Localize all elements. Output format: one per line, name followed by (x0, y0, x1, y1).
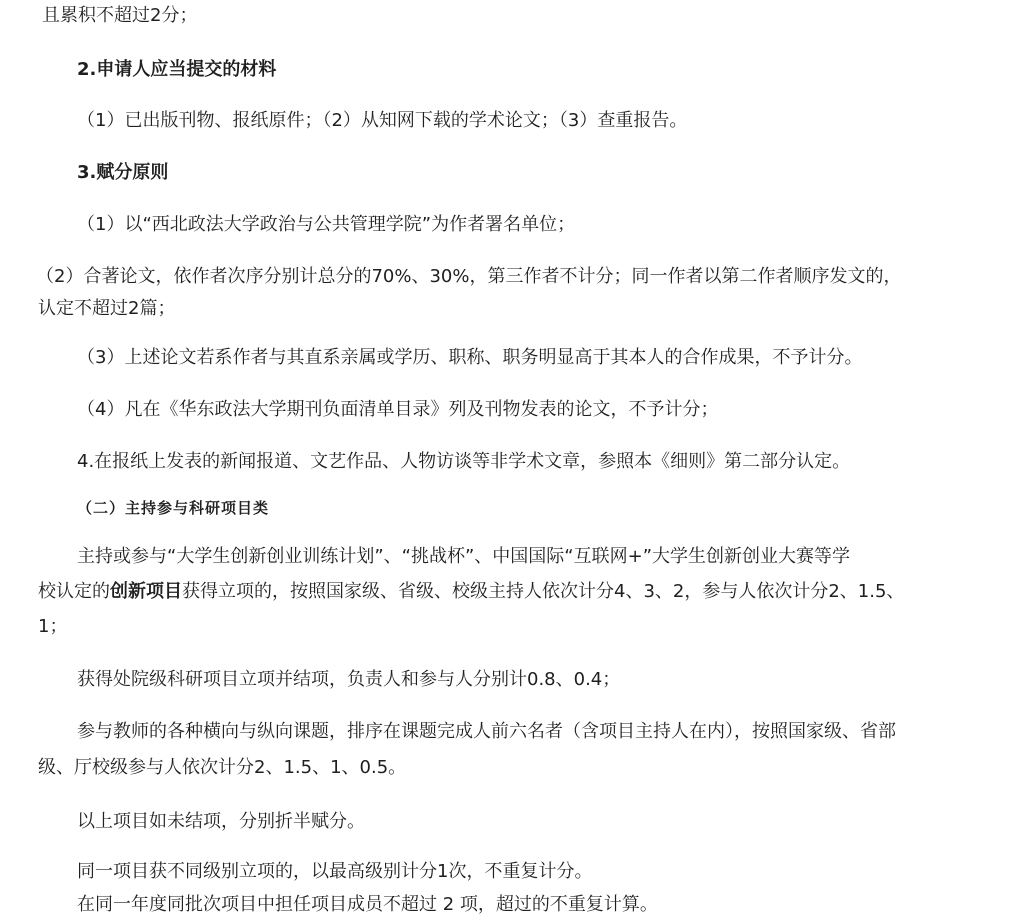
text-line: 1； (38, 616, 68, 637)
text-line: 在同一年度同批次项目中担任项目成员不超过 2 项，超过的不重复计算。 (77, 894, 658, 915)
emphasis-text: 创新项目 (110, 581, 182, 602)
section-heading: 2.申请人应当提交的材料 (77, 59, 277, 80)
text-span: 校认定的 (38, 581, 110, 602)
text-span: 获得立项的，按照国家级、省级、校级主持人依次计分4、3、2，参与人依次计分2、1.5、 (182, 581, 905, 602)
text-line: 4.在报纸上发表的新闻报道、文艺作品、人物访谈等非学术文章，参照本《细则》第二部分认定。 (77, 451, 851, 472)
text-line: 同一项目获不同级别立项的，以最高级别计分1次，不重复计分。 (77, 861, 593, 882)
text-line: （4）凡在《华东政法大学期刊负面清单目录》列及刊物发表的论文，不予计分； (77, 399, 719, 420)
text-line: 参与教师的各种横向与纵向课题，排序在课题完成人前六名者（含项目主持人在内），按照国家级、省部 (77, 721, 896, 742)
text-line: （2）合著论文，依作者次序分别计总分的70%、30%，第三作者不计分；同一作者以第二作者顺序发文的， (36, 266, 902, 287)
text-line: 主持或参与“大学生创新创业训练计划”、“挑战杯”、中国国际“互联网+”大学生创新创业大赛等学 (77, 546, 851, 567)
text-line: （3）上述论文若系作者与其直系亲属或学历、职称、职务明显高于其本人的合作成果，不予计分。 (77, 347, 863, 368)
text-line: 级、厅校级参与人依次计分2、1.5、1、0.5。 (38, 757, 407, 778)
text-line: 获得处院级科研项目立项并结项，负责人和参与人分别计0.8、0.4； (77, 669, 621, 690)
text-line: 认定不超过2篇； (38, 298, 176, 319)
text-line: （1）以“西北政法大学政治与公共管理学院”为作者署名单位； (77, 214, 576, 235)
section-heading: 3.赋分原则 (77, 162, 169, 183)
text-line: 且累积不超过2分； (42, 5, 198, 26)
text-line: （1）已出版刊物、报纸原件；（2）从知网下载的学术论文；（3）查重报告。 (77, 110, 688, 131)
subsection-heading: （二）主持参与科研项目类 (77, 499, 270, 517)
text-line: 以上项目如未结项，分别折半赋分。 (77, 811, 365, 832)
text-line (38, 576, 904, 608)
